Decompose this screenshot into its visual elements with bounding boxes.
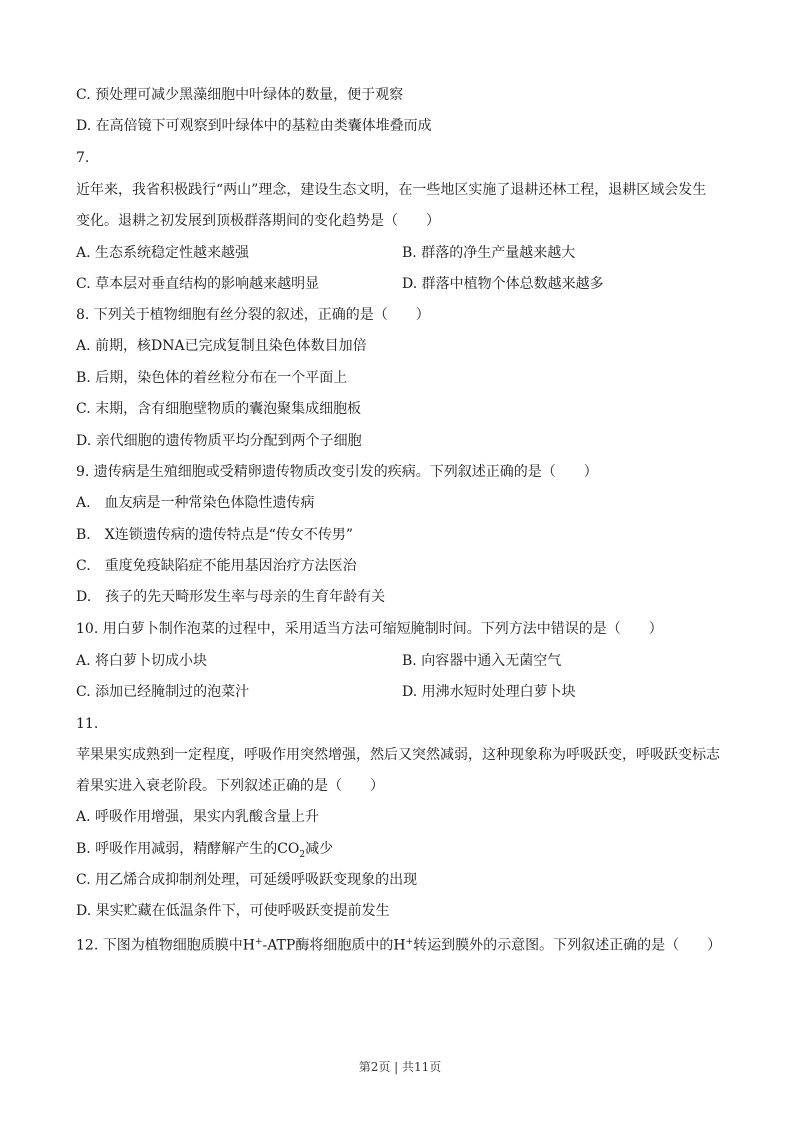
q11-option-b-tail: 减少 <box>305 841 334 857</box>
q12-superscript-2: + <box>405 937 414 947</box>
q7-option-c: C. 草本层对垂直结构的影响越来越明显 <box>76 276 320 292</box>
q8-stem: 8. 下列关于植物细胞有丝分裂的叙述，正确的是（ ） <box>76 307 430 323</box>
q12-stem-part1: 12. 下图为植物细胞质膜中H <box>76 937 255 954</box>
q11-stem-line1: 苹果果实成熟到一定程度，呼吸作用突然增强，然后又突然减弱，这种现象称为呼吸跃变，呼吸跃变标志 <box>76 747 720 763</box>
q6-option-c: C. 预处理可减少黑藻细胞中叶绿体的数量，便于观察 <box>76 87 404 103</box>
q8-option-d: D. 亲代细胞的遗传物质平均分配到两个子细胞 <box>76 433 362 449</box>
q12-stem-part3: 转运到膜外的示意图。下列叙述正确的是（ ） <box>413 937 722 954</box>
q9-option-a: A. 血友病是一种常染色体隐性遗传病 <box>76 495 315 511</box>
q9-option-d: D. 孩子的先天畸形发生率与母亲的生育年龄有关 <box>76 589 386 605</box>
q6-option-d: D. 在高倍镜下可观察到叶绿体中的基粒由类囊体堆叠而成 <box>76 118 432 134</box>
q10-option-a: A. 将白萝卜切成小块 <box>76 653 208 669</box>
q11-option-b-text: B. 呼吸作用减弱，精酵解产生的CO <box>76 841 300 857</box>
q9-option-b: B. X连锁遗传病的遗传特点是“传女不传男” <box>76 527 354 543</box>
q11-option-a: A. 呼吸作用增强，果实内乳酸含量上升 <box>76 809 320 825</box>
q10-option-b: B. 向容器中通入无菌空气 <box>402 653 562 669</box>
q7-stem-line1: 近年来，我省积极践行“两山”理念，建设生态文明，在一些地区实施了退耕还林工程，退耕区域会发生 <box>76 182 707 198</box>
q7-stem-line2: 变化。退耕之初发展到顶极群落期间的变化趋势是（ ） <box>76 213 440 229</box>
page-footer: 第2页 | 共11页 <box>358 1060 442 1074</box>
q11-number: 11. <box>76 716 99 732</box>
q9-stem: 9. 遗传病是生殖细胞或受精卵遗传物质改变引发的疾病。下列叙述正确的是（ ） <box>76 464 598 480</box>
q7-option-d: D. 群落中植物个体总数越来越多 <box>402 276 604 292</box>
q7-number: 7. <box>76 150 90 166</box>
q11-option-b <box>76 840 333 864</box>
q9-option-c: C. 重度免疫缺陷症不能用基因治疗方法医治 <box>76 558 357 574</box>
q7-option-b: B. 群落的净生产量越来越大 <box>402 245 576 261</box>
q11-stem-line2: 着果实进入衰老阶段。下列叙述正确的是（ ） <box>76 778 384 794</box>
q11-option-d: D. 果实贮藏在低温条件下，可使呼吸跃变提前发生 <box>76 903 390 919</box>
q10-stem: 10. 用白萝卜制作泡菜的过程中，采用适当方法可缩短腌制时间。下列方法中错误的是（ ） <box>76 621 663 637</box>
q12-stem-part2: -ATP酶将细胞质中的H <box>262 937 406 954</box>
q11-option-c: C. 用乙烯合成抑制剂处理，可延缓呼吸跃变现象的出现 <box>76 872 418 888</box>
q11-option-b-subscript: 2 <box>299 849 306 860</box>
q8-option-a: A. 前期，核DNA已完成复制且染色体数目加倍 <box>76 338 367 354</box>
q12-stem <box>76 933 721 955</box>
q8-option-b: B. 后期，染色体的着丝粒分布在一个平面上 <box>76 370 348 386</box>
q8-option-c: C. 末期，含有细胞壁物质的囊泡聚集成细胞板 <box>76 401 362 417</box>
q10-option-c: C. 添加已经腌制过的泡菜汁 <box>76 684 250 700</box>
q10-option-d: D. 用沸水短时处理白萝卜块 <box>402 684 576 700</box>
q12-superscript-1: + <box>254 937 263 947</box>
q7-option-a: A. 生态系统稳定性越来越强 <box>76 245 250 261</box>
